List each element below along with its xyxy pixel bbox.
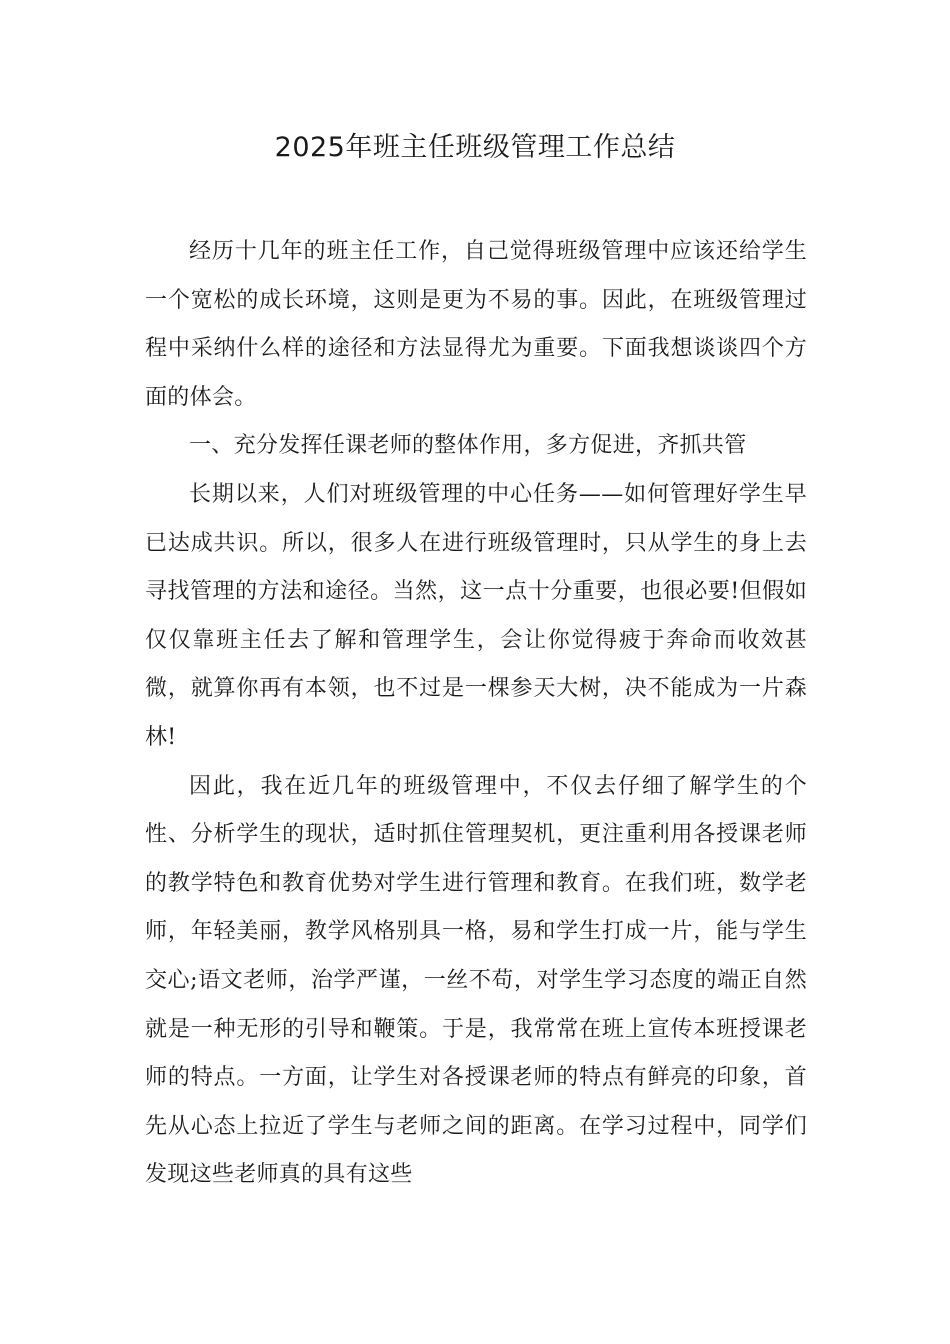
- paragraph-intro: 经历十几年的班主任工作，自己觉得班级管理中应该还给学生一个宽松的成长环境，这则是更为不易的事。因此，在班级管理过程中采纳什么样的途径和方法显得尤为重要。下面我想谈谈四个方面的体会。: [145, 239, 807, 410]
- paragraph-section1-a: 长期以来，人们对班级管理的中心任务——如何管理好学生早已达成共识。所以，很多人在进行班级管理时，只从学生的身上去寻找管理的方法和途径。当然，这一点十分重要，也很必要!但假如仅仅靠班主任去了解和管理学生，会让你觉得疲于奔命而收效甚微，就算你再有本领，也不过是一棵参天大树，决不能成为一片森林!: [145, 481, 807, 750]
- document-body: [145, 228, 807, 1200]
- section-heading-1: 一、充分发挥任课老师的整体作用，多方促进，齐抓共管: [189, 433, 747, 459]
- paragraph-section1-b: 因此，我在近几年的班级管理中，不仅去仔细了解学生的个性、分析学生的现状，适时抓住管理契机，更注重利用各授课老师的教学特色和教育优势对学生进行管理和教育。在我们班，数学老师，年轻美丽，教学风格别具一格，易和学生打成一片，能与学生交心;语文老师，治学严谨，一丝不苟，对学生学习态度的端正自然就是一种无形的引导和鞭策。于是，我常常在班上宣传本班授课老师的特点。一方面，让学生对各授课老师的特点有鲜亮的印象，首先从心态上拉近了学生与老师之间的距离。在学习过程中，同学们发现这些老师真的具有这些: [145, 773, 807, 1188]
- document-title: 2025年班主任班级管理工作总结: [274, 132, 676, 163]
